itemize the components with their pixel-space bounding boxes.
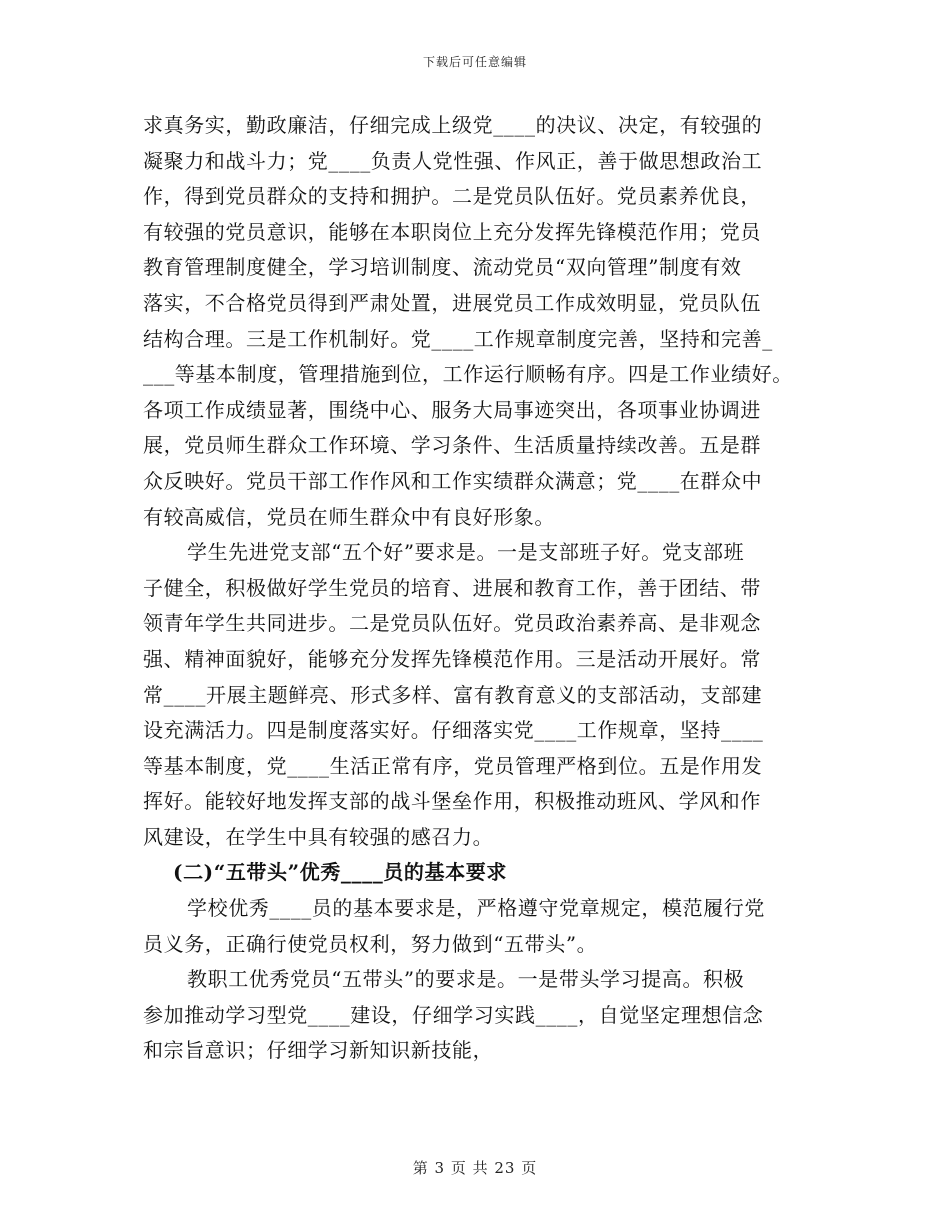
text-line: 展，党员师生群众工作环境、学习条件、生活质量持续改善。五是群 xyxy=(143,433,761,458)
text-line: 求真务实，勤政廉洁，仔细完成上级党____的决议、决定，有较强的 xyxy=(143,113,763,137)
text-line: 教育管理制度健全，学习培训制度、流动党员“双向管理”制度有效 xyxy=(143,255,742,280)
text-line: 和宗旨意识；仔细学习新知识新技能， xyxy=(143,1038,494,1063)
text-line: 等基本制度，党____生活正常有序，党员管理严格到位。五是作用发 xyxy=(143,753,763,778)
text-line: 挥好。能较好地发挥支部的战斗堡垒作用，积极推动班风、学风和作 xyxy=(143,789,761,814)
text-line: 强、精神面貌好，能够充分发挥先锋模范作用。三是活动开展好。常 xyxy=(143,646,761,671)
text-line: 子健全，积极做好学生党员的培育、进展和教育工作，善于团结、带 xyxy=(143,575,761,600)
text-line: 众反映好。党员干部工作作风和工作实绩群众满意；党____在群众中 xyxy=(143,468,763,493)
text-line: 参加推动学习型党____建设，仔细学习实践____，自觉坚定理想信念 xyxy=(143,1002,764,1027)
text-line: 员义务，正确行使党员权利，努力做到“五带头”。 xyxy=(143,931,598,956)
text-line: 有较高威信，党员在师生群众中有良好形象。 xyxy=(143,504,555,529)
text-line: 设充满活力。四是制度落实好。仔细落实党____工作规章，坚持____ xyxy=(143,718,764,743)
text-line: 凝聚力和战斗力；党____负责人党性强、作风正，善于做思想政治工 xyxy=(143,148,763,173)
text-line: 落实，不合格党员得到严肃处置，进展党员工作成效明显，党员队伍 xyxy=(143,290,761,315)
text-line: 风建设，在学生中具有较强的感召力。 xyxy=(143,824,494,849)
text-line: 常____开展主题鲜亮、形式多样、富有教育意义的支部活动，支部建 xyxy=(143,682,763,707)
text-line: 各项工作成绩显著，围绕中心、服务大局事迹突出，各项事业协调进 xyxy=(143,397,761,422)
section-heading: (二)“五带头”优秀____员的基本要求 xyxy=(173,860,507,885)
text-line: 有较强的党员意识，能够在本职岗位上充分发挥先锋模范作用；党员 xyxy=(143,219,761,244)
text-line: 作，得到党员群众的支持和拥护。二是党员队伍好。党员素养优良， xyxy=(143,184,761,209)
document-body xyxy=(143,108,803,1069)
paragraph-first-line: 学校优秀____员的基本要求是，严格遵守党章规定，模范履行党 xyxy=(187,896,765,921)
text-line: 领青年学生共同进步。二是党员队伍好。党员政治素养高、是非观念 xyxy=(143,611,761,636)
paragraph-first-line: 教职工优秀党员“五带头”的要求是。一是带头学习提高。积极 xyxy=(187,967,745,992)
page-footer: 第 3 页 共 23 页 xyxy=(412,1159,538,1177)
text-line: ___等基本制度，管理措施到位，工作运行顺畅有序。四是工作业绩好。 xyxy=(143,362,793,387)
text-line: 结构合理。三是工作机制好。党____工作规章制度完善，坚持和完善_ xyxy=(143,326,773,351)
page-header: 下载后可任意编辑 xyxy=(422,55,527,69)
paragraph-first-line: 学生先进党支部“五个好”要求是。一是支部班子好。党支部班 xyxy=(187,540,745,565)
